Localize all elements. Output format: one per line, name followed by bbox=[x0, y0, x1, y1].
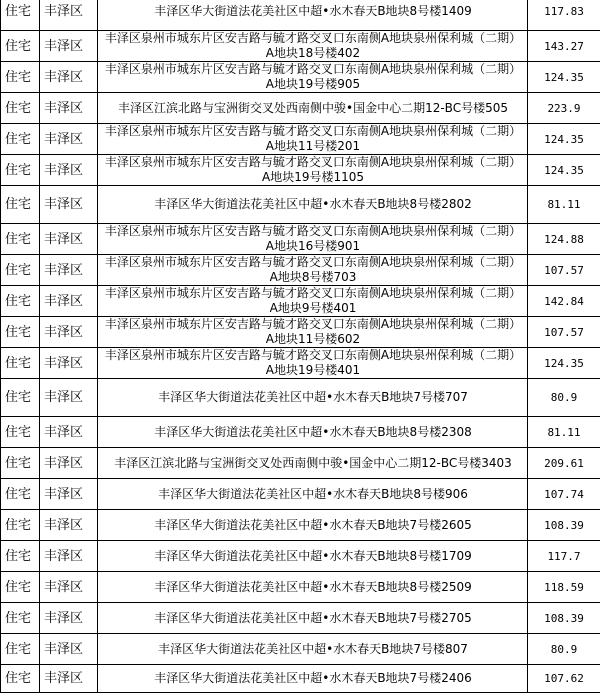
property-type-cell: 住宅 bbox=[1, 93, 40, 124]
area-cell: 107.62 bbox=[528, 665, 600, 693]
property-type-cell: 住宅 bbox=[1, 348, 40, 379]
address-cell: 丰泽区泉州市城东片区安吉路与毓才路交叉口东南侧A地块泉州保利城（二期）A地块19号楼1105 bbox=[98, 155, 528, 186]
property-type-cell: 住宅 bbox=[1, 255, 40, 286]
area-cell: 124.35 bbox=[528, 124, 600, 155]
address-cell: 丰泽区泉州市城东片区安吉路与毓才路交叉口东南侧A地块泉州保利城（二期）A地块11号楼201 bbox=[98, 124, 528, 155]
property-type-cell: 住宅 bbox=[1, 603, 40, 634]
address-cell: 丰泽区华大街道法花美社区中超•水木春天B地块8号楼1709 bbox=[98, 541, 528, 572]
table-row bbox=[1, 224, 600, 255]
district-cell: 丰泽区 bbox=[40, 541, 98, 572]
address-cell: 丰泽区华大街道法花美社区中超•水木春天B地块7号楼707 bbox=[98, 379, 528, 417]
property-type-cell: 住宅 bbox=[1, 665, 40, 693]
address-cell: 丰泽区泉州市城东片区安吉路与毓才路交叉口东南侧A地块泉州保利城（二期）A地块11号楼602 bbox=[98, 317, 528, 348]
area-cell: 81.11 bbox=[528, 186, 600, 224]
table-row bbox=[1, 0, 600, 31]
district-cell: 丰泽区 bbox=[40, 317, 98, 348]
property-type-cell: 住宅 bbox=[1, 155, 40, 186]
property-type-cell: 住宅 bbox=[1, 62, 40, 93]
area-cell: 117.7 bbox=[528, 541, 600, 572]
area-cell: 124.35 bbox=[528, 62, 600, 93]
district-cell: 丰泽区 bbox=[40, 603, 98, 634]
area-cell: 124.88 bbox=[528, 224, 600, 255]
area-cell: 143.27 bbox=[528, 31, 600, 62]
area-cell: 80.9 bbox=[528, 634, 600, 665]
property-type-cell: 住宅 bbox=[1, 510, 40, 541]
district-cell: 丰泽区 bbox=[40, 186, 98, 224]
district-cell: 丰泽区 bbox=[40, 448, 98, 479]
address-cell: 丰泽区华大街道法花美社区中超•水木春天B地块7号楼807 bbox=[98, 634, 528, 665]
property-type-cell: 住宅 bbox=[1, 572, 40, 603]
property-type-cell: 住宅 bbox=[1, 186, 40, 224]
property-type-cell: 住宅 bbox=[1, 317, 40, 348]
address-cell: 丰泽区泉州市城东片区安吉路与毓才路交叉口东南侧A地块泉州保利城（二期）A地块19号楼905 bbox=[98, 62, 528, 93]
district-cell: 丰泽区 bbox=[40, 348, 98, 379]
district-cell: 丰泽区 bbox=[40, 31, 98, 62]
district-cell: 丰泽区 bbox=[40, 0, 98, 31]
address-cell: 丰泽区华大街道法花美社区中超•水木春天B地块7号楼2705 bbox=[98, 603, 528, 634]
table-row bbox=[1, 348, 600, 379]
area-cell: 118.59 bbox=[528, 572, 600, 603]
area-cell: 124.35 bbox=[528, 155, 600, 186]
area-cell: 107.74 bbox=[528, 479, 600, 510]
address-cell: 丰泽区华大街道法花美社区中超•水木春天B地块8号楼906 bbox=[98, 479, 528, 510]
district-cell: 丰泽区 bbox=[40, 124, 98, 155]
table-row bbox=[1, 603, 600, 634]
address-cell: 丰泽区华大街道法花美社区中超•水木春天B地块8号楼2509 bbox=[98, 572, 528, 603]
address-cell: 丰泽区江滨北路与宝洲街交叉处西南侧中骏•国金中心二期12-BC号楼505 bbox=[98, 93, 528, 124]
table-row bbox=[1, 572, 600, 603]
property-type-cell: 住宅 bbox=[1, 479, 40, 510]
table-row bbox=[1, 479, 600, 510]
area-cell: 124.35 bbox=[528, 348, 600, 379]
area-cell: 108.39 bbox=[528, 510, 600, 541]
area-cell: 108.39 bbox=[528, 603, 600, 634]
address-cell: 丰泽区泉州市城东片区安吉路与毓才路交叉口东南侧A地块泉州保利城（二期）A地块8号楼703 bbox=[98, 255, 528, 286]
address-cell: 丰泽区华大街道法花美社区中超•水木春天B地块7号楼2605 bbox=[98, 510, 528, 541]
property-type-cell: 住宅 bbox=[1, 0, 40, 31]
district-cell: 丰泽区 bbox=[40, 665, 98, 693]
table-row bbox=[1, 448, 600, 479]
district-cell: 丰泽区 bbox=[40, 417, 98, 448]
area-cell: 209.61 bbox=[528, 448, 600, 479]
table-row bbox=[1, 124, 600, 155]
district-cell: 丰泽区 bbox=[40, 379, 98, 417]
table-row bbox=[1, 541, 600, 572]
district-cell: 丰泽区 bbox=[40, 572, 98, 603]
property-type-cell: 住宅 bbox=[1, 286, 40, 317]
table-row bbox=[1, 665, 600, 693]
property-type-cell: 住宅 bbox=[1, 448, 40, 479]
area-cell: 81.11 bbox=[528, 417, 600, 448]
table-row bbox=[1, 417, 600, 448]
district-cell: 丰泽区 bbox=[40, 634, 98, 665]
property-type-cell: 住宅 bbox=[1, 124, 40, 155]
address-cell: 丰泽区华大街道法花美社区中超•水木春天B地块8号楼2802 bbox=[98, 186, 528, 224]
address-cell: 丰泽区华大街道法花美社区中超•水木春天B地块8号楼2308 bbox=[98, 417, 528, 448]
property-type-cell: 住宅 bbox=[1, 379, 40, 417]
table-row bbox=[1, 255, 600, 286]
table-row bbox=[1, 186, 600, 224]
table-row bbox=[1, 286, 600, 317]
area-cell: 107.57 bbox=[528, 317, 600, 348]
property-type-cell: 住宅 bbox=[1, 541, 40, 572]
table-row bbox=[1, 62, 600, 93]
table-row bbox=[1, 93, 600, 124]
area-cell: 107.57 bbox=[528, 255, 600, 286]
property-type-cell: 住宅 bbox=[1, 224, 40, 255]
table-row bbox=[1, 510, 600, 541]
district-cell: 丰泽区 bbox=[40, 286, 98, 317]
district-cell: 丰泽区 bbox=[40, 224, 98, 255]
district-cell: 丰泽区 bbox=[40, 510, 98, 541]
area-cell: 80.9 bbox=[528, 379, 600, 417]
address-cell: 丰泽区江滨北路与宝洲街交叉处西南侧中骏•国金中心二期12-BC号楼3403 bbox=[98, 448, 528, 479]
address-cell: 丰泽区泉州市城东片区安吉路与毓才路交叉口东南侧A地块泉州保利城（二期）A地块19号楼401 bbox=[98, 348, 528, 379]
property-type-cell: 住宅 bbox=[1, 31, 40, 62]
address-cell: 丰泽区泉州市城东片区安吉路与毓才路交叉口东南侧A地块泉州保利城（二期）A地块18号楼402 bbox=[98, 31, 528, 62]
property-type-cell: 住宅 bbox=[1, 417, 40, 448]
area-cell: 223.9 bbox=[528, 93, 600, 124]
table-row bbox=[1, 155, 600, 186]
district-cell: 丰泽区 bbox=[40, 93, 98, 124]
address-cell: 丰泽区华大街道法花美社区中超•水木春天B地块7号楼2406 bbox=[98, 665, 528, 693]
property-type-cell: 住宅 bbox=[1, 634, 40, 665]
table-row bbox=[1, 317, 600, 348]
table-row bbox=[1, 379, 600, 417]
address-cell: 丰泽区华大街道法花美社区中超•水木春天B地块8号楼1409 bbox=[98, 0, 528, 31]
area-cell: 117.83 bbox=[528, 0, 600, 31]
district-cell: 丰泽区 bbox=[40, 255, 98, 286]
district-cell: 丰泽区 bbox=[40, 155, 98, 186]
address-cell: 丰泽区泉州市城东片区安吉路与毓才路交叉口东南侧A地块泉州保利城（二期）A地块9号楼401 bbox=[98, 286, 528, 317]
district-cell: 丰泽区 bbox=[40, 62, 98, 93]
area-cell: 142.84 bbox=[528, 286, 600, 317]
address-cell: 丰泽区泉州市城东片区安吉路与毓才路交叉口东南侧A地块泉州保利城（二期）A地块16号楼901 bbox=[98, 224, 528, 255]
table-row bbox=[1, 31, 600, 62]
table-row bbox=[1, 634, 600, 665]
district-cell: 丰泽区 bbox=[40, 479, 98, 510]
